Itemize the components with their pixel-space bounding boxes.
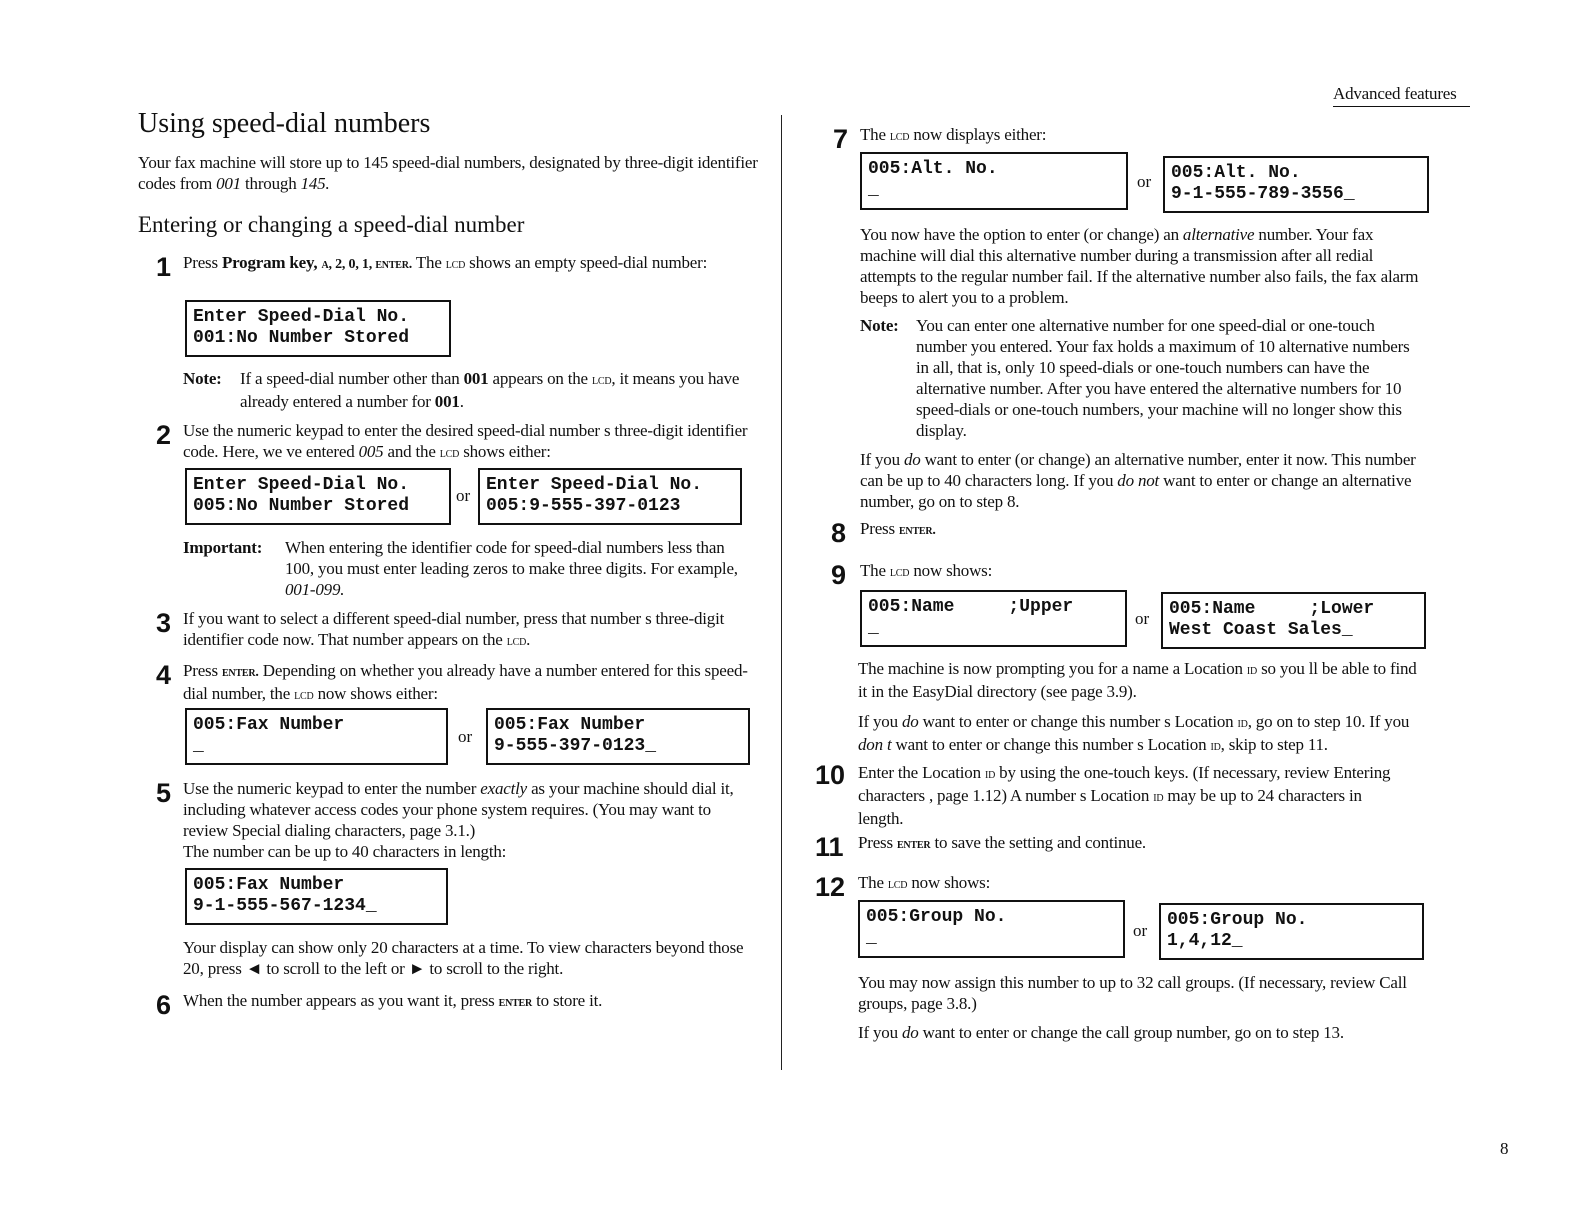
intro-paragraph xyxy=(138,152,758,194)
lcd-line: West Coast Sales_ xyxy=(1169,620,1353,640)
emphasis-text: id xyxy=(1237,716,1248,731)
text-run: If you xyxy=(858,1023,902,1042)
lcd-line: 1,4,12_ xyxy=(1167,931,1243,951)
text-run: The xyxy=(858,873,888,892)
emphasis-text: lcd xyxy=(591,373,612,388)
emphasis-text: lcd xyxy=(889,129,910,144)
emphasis-text: do xyxy=(901,712,919,731)
text-run: The machine is now prompting you for a name a Location xyxy=(858,659,1247,678)
step-text xyxy=(860,560,992,583)
text-run: appears on the xyxy=(488,369,592,388)
text-run: to scroll to the left or xyxy=(262,959,409,978)
emphasis-text: exactly xyxy=(480,779,528,798)
page-title: Using speed-dial numbers xyxy=(138,108,431,139)
text-run: Press xyxy=(858,833,897,852)
lcd-display xyxy=(185,868,448,925)
step-number: 2 xyxy=(156,420,172,450)
emphasis-text: 001 xyxy=(463,369,489,388)
section-subtitle: Entering or changing a speed-dial number xyxy=(138,212,525,237)
text-run: Press xyxy=(183,253,222,272)
emphasis-text: lcd xyxy=(294,688,314,703)
emphasis-text: enter. xyxy=(221,665,259,680)
emphasis-text: enter xyxy=(498,995,533,1010)
step-number: 12 xyxy=(815,872,846,902)
lcd-line: 005:Fax Number xyxy=(494,715,646,735)
text-run: You now have the option to enter (or change) an xyxy=(860,225,1183,244)
step-text xyxy=(183,252,753,275)
emphasis-text: lcd xyxy=(887,877,908,892)
text-run: may be up to 24 characters in length. xyxy=(858,786,1362,828)
lcd-display xyxy=(185,300,451,357)
emphasis-text: 145. xyxy=(300,174,330,193)
text-run: When entering the identifier code for speed-dial numbers less than 100, you must enter leading zeros to make three digits. For example, xyxy=(285,538,738,578)
step-text: The number can be up to 40 characters in length: xyxy=(183,842,507,861)
or-label: or xyxy=(456,486,471,505)
text-run: want to enter or change this number s Location xyxy=(918,712,1238,731)
emphasis-text: Program key, xyxy=(221,253,322,272)
step-number: 9 xyxy=(831,560,847,590)
text-run: Your fax machine will store up to 145 speed-dial numbers, designated by three-digit identifier codes from xyxy=(138,153,758,193)
text-run: , it means you have already entered a number for xyxy=(240,369,740,411)
group-paragraph xyxy=(858,972,1428,1014)
text-run: Press xyxy=(860,519,899,538)
step-number: 7 xyxy=(833,124,849,154)
text-run: Press xyxy=(183,661,222,680)
text-run: . xyxy=(526,630,531,649)
lcd-line: Enter Speed-Dial No. xyxy=(486,475,703,495)
text-run: , go on to step 10. If you xyxy=(1247,712,1410,731)
text-run: want to enter (or change) an alternative number, enter it now. This number can be up to 40 characters long. If you xyxy=(860,450,1416,490)
emphasis-text: lcd xyxy=(506,634,527,649)
emphasis-text: 001-099. xyxy=(285,580,345,599)
emphasis-text: enter. xyxy=(898,523,936,538)
lcd-display xyxy=(486,708,750,765)
text-run: now shows: xyxy=(909,561,993,580)
emphasis-text: alternative xyxy=(1182,225,1255,244)
emphasis-text: id xyxy=(1210,739,1221,754)
note-label: Note: xyxy=(860,316,899,335)
page-number: 8 xyxy=(1500,1139,1509,1158)
column-divider xyxy=(781,115,782,1070)
emphasis-text: 001 xyxy=(216,174,241,193)
lcd-line: 005:Alt. No. xyxy=(1171,163,1301,183)
emphasis-text: lcd xyxy=(445,257,466,272)
text-run: Enter the Location xyxy=(858,763,985,782)
emphasis-text: don t xyxy=(858,735,892,754)
lcd-line: 9-1-555-789-3556_ xyxy=(1171,184,1355,204)
text-run: The xyxy=(412,253,446,272)
text-run: want to enter or change the call group number, go on to step 13. xyxy=(918,1023,1344,1042)
location-choice xyxy=(858,711,1428,757)
important-text xyxy=(285,537,745,600)
lcd-line: 005:No Number Stored xyxy=(193,496,410,516)
note-text xyxy=(916,315,1426,441)
lcd-line: 005:9-555-397-0123 xyxy=(486,496,681,516)
emphasis-text: enter. xyxy=(375,257,413,272)
note-label: Note: xyxy=(183,369,222,388)
text-run: Depending on whether you already have a number entered for this speed-dial number, the xyxy=(183,661,748,703)
step-text xyxy=(183,660,753,706)
lcd-line: Enter Speed-Dial No. xyxy=(193,475,410,495)
lcd-line: _ xyxy=(866,928,877,948)
lcd-display xyxy=(185,708,448,765)
emphasis-text: 005 xyxy=(358,442,384,461)
step-text xyxy=(183,420,758,464)
step-number: 3 xyxy=(156,608,172,638)
text-run: as your machine should dial it, including whatever access codes your phone system requires. (You may want to review Special dialing characters, page 3.1.) xyxy=(183,779,734,840)
step-text xyxy=(860,518,936,541)
text-run: If you want to select a different speed-dial number, press that number s three-digit identifier code now. That number appears on the xyxy=(183,609,725,649)
lcd-display xyxy=(858,900,1125,958)
step-number: 4 xyxy=(156,660,172,690)
lcd-display xyxy=(1163,156,1429,213)
text-run: You may now assign this number to up to 32 call groups. (If necessary, review Call groups, page 3.8.) xyxy=(858,973,1407,1013)
emphasis-text: ► xyxy=(408,959,426,978)
step-number: 5 xyxy=(156,778,172,808)
lcd-line: 005:Name ;Lower xyxy=(1169,599,1375,619)
lcd-line: _ xyxy=(193,736,204,756)
lcd-display xyxy=(478,468,742,525)
text-run: When the number appears as you want it, press xyxy=(183,991,499,1010)
emphasis-text: do xyxy=(901,1023,919,1042)
text-run: to scroll to the right. xyxy=(425,959,564,978)
text-run: now shows either: xyxy=(313,684,438,703)
emphasis-text: do xyxy=(903,450,921,469)
lcd-line: 005:Fax Number xyxy=(193,875,345,895)
lcd-line: 005:Group No. xyxy=(1167,910,1308,930)
note-text xyxy=(240,368,760,412)
lcd-line: 005:Name ;Upper xyxy=(868,597,1074,617)
step-text xyxy=(860,124,1420,147)
text-run: want to enter or change an alternative number, go on to step 8. xyxy=(860,471,1412,511)
text-run: The xyxy=(860,125,890,144)
text-run: If you xyxy=(858,712,902,731)
step-number: 10 xyxy=(815,760,846,790)
text-run: by using the one-touch keys. (If necessary, review Entering characters , page 1.12) A number s Location xyxy=(858,763,1391,805)
lcd-line: _ xyxy=(868,180,879,200)
name-paragraph xyxy=(858,658,1428,702)
emphasis-text: ◄ xyxy=(245,959,263,978)
lcd-display xyxy=(860,590,1127,647)
or-label: or xyxy=(1137,172,1152,191)
step-text xyxy=(183,778,758,841)
emphasis-text: id xyxy=(1246,663,1258,678)
emphasis-text: a, 2, 0, 1, xyxy=(321,257,376,272)
step-number: 1 xyxy=(156,252,172,282)
section-header: Advanced features xyxy=(1333,83,1470,107)
text-run: If a speed-dial number other than xyxy=(240,369,464,388)
lcd-line: 9-1-555-567-1234_ xyxy=(193,896,377,916)
important-label: Important: xyxy=(183,538,263,557)
lcd-line: 9-555-397-0123_ xyxy=(494,736,657,756)
text-run: so you ll be able to find it in the EasyDial directory (see page 3.9). xyxy=(858,659,1417,701)
text-run: Your display can show only 20 characters at a time. To view characters beyond those 20, press xyxy=(183,938,744,978)
step-text xyxy=(183,608,763,652)
step-text xyxy=(858,832,1146,855)
step-number: 8 xyxy=(831,518,847,548)
or-label: or xyxy=(1135,609,1150,628)
text-run: . xyxy=(459,392,464,411)
text-run: shows either: xyxy=(459,442,551,461)
text-run: If you xyxy=(860,450,904,469)
text-run: Use the numeric keypad to enter the number xyxy=(183,779,481,798)
emphasis-text: id xyxy=(1153,790,1164,805)
step-number: 6 xyxy=(156,990,172,1020)
text-run: You can enter one alternative number for one speed-dial or one-touch number you entered. Your fax holds a maximum of 10 alternative numbers in all, that is, only 10 speed-dials or one-touch numbers can have the alternative number. After you have entered the alternative numbers for 10 speed-dials or one-touch numbers, your machine will no longer show this display. xyxy=(916,316,1410,440)
alternative-paragraph xyxy=(860,224,1430,308)
text-run: want to enter or change this number s Location xyxy=(891,735,1211,754)
lcd-display xyxy=(1161,592,1426,649)
text-run: number. Your fax machine will dial this alternative number during a transmission after all redial attempts to the regular number fail. If the alternative number also fails, the fax alarm beeps to alert you to a problem. xyxy=(860,225,1419,307)
text-run: Use the numeric keypad to enter the desired speed-dial number s three-digit identifier code. Here, we ve entered xyxy=(183,421,748,461)
lcd-line: Enter Speed-Dial No. xyxy=(193,307,410,327)
lcd-display xyxy=(185,468,451,525)
text-run: The xyxy=(860,561,890,580)
group-choice xyxy=(858,1022,1428,1043)
text-run: , skip to step 11. xyxy=(1220,735,1328,754)
text-run: now shows: xyxy=(907,873,991,892)
text-run: through xyxy=(240,174,301,193)
lcd-display xyxy=(860,152,1128,210)
lcd-line: 001:No Number Stored xyxy=(193,328,410,348)
lcd-line: _ xyxy=(868,618,879,638)
lcd-line: 005:Group No. xyxy=(866,907,1007,927)
or-label: or xyxy=(1133,921,1148,940)
text-run: shows an empty speed-dial number: xyxy=(465,253,708,272)
emphasis-text: do not xyxy=(1117,471,1160,490)
alternative-choice xyxy=(860,449,1425,512)
lcd-line: 005:Alt. No. xyxy=(868,159,998,179)
emphasis-text: 001 xyxy=(434,392,460,411)
lcd-line: 005:Fax Number xyxy=(193,715,345,735)
step-text xyxy=(183,990,753,1013)
text-run: to save the setting and continue. xyxy=(930,833,1146,852)
lcd-display xyxy=(1159,903,1424,960)
text-run: and the xyxy=(383,442,440,461)
emphasis-text: lcd xyxy=(889,565,910,580)
step-text xyxy=(858,872,990,895)
text-run: to store it. xyxy=(532,991,603,1010)
or-label: or xyxy=(458,727,473,746)
emphasis-text: id xyxy=(984,767,996,782)
scroll-note xyxy=(183,937,758,979)
step-number: 11 xyxy=(815,832,844,862)
emphasis-text: enter xyxy=(896,837,931,852)
text-run: now displays either: xyxy=(909,125,1047,144)
step-text xyxy=(858,762,1398,829)
emphasis-text: lcd xyxy=(439,446,460,461)
